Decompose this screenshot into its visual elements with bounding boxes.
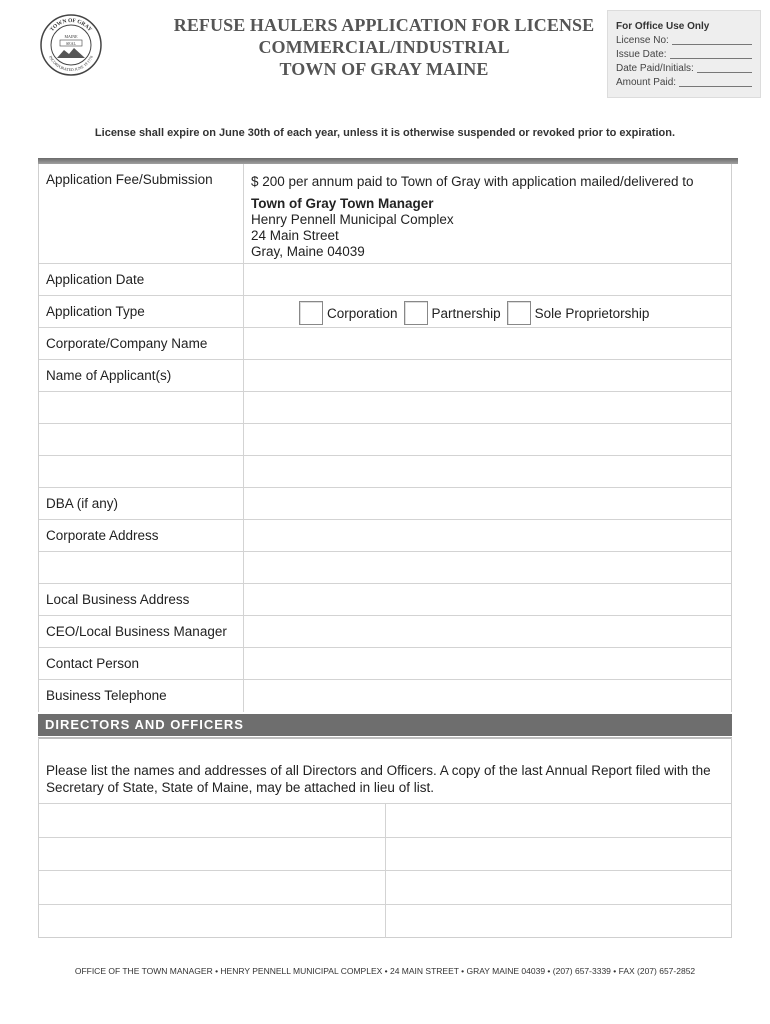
director-name-field[interactable] — [39, 838, 386, 871]
date-paid-label: Date Paid/Initials: — [616, 63, 694, 74]
directors-row — [39, 905, 731, 939]
company-name-field[interactable] — [244, 328, 731, 359]
contact-label: Contact Person — [39, 648, 244, 679]
ceo-field[interactable] — [244, 616, 731, 647]
application-type-options — [244, 296, 731, 327]
corporate-address-extra-row — [39, 552, 731, 584]
fee-text: $ 200 per annum paid to Town of Gray with application mailed/delivered to — [251, 174, 694, 189]
applicants-row — [39, 360, 731, 392]
company-name-row — [39, 328, 731, 360]
telephone-field[interactable] — [244, 680, 731, 712]
director-name-field[interactable] — [39, 871, 386, 904]
directors-row — [39, 804, 731, 838]
fee-address-line-3: Gray, Maine 04039 — [251, 244, 365, 259]
corporate-address-field[interactable] — [244, 520, 731, 551]
office-use-heading: For Office Use Only — [616, 21, 710, 32]
applicants-field[interactable] — [244, 360, 731, 391]
issue-date-field[interactable] — [670, 48, 752, 59]
application-date-row — [39, 264, 731, 296]
sole-proprietorship-label: Sole Proprietorship — [534, 305, 650, 321]
application-date-field[interactable] — [244, 264, 731, 295]
directors-row — [39, 871, 731, 905]
fee-label: Application Fee/Submission — [39, 164, 244, 263]
corporation-checkbox[interactable] — [299, 301, 323, 325]
applicants-field-3[interactable] — [244, 424, 731, 455]
director-name-field[interactable] — [39, 804, 386, 837]
application-form-table — [38, 164, 732, 712]
blank-label-cell — [39, 552, 244, 583]
applicants-label: Name of Applicant(s) — [39, 360, 244, 391]
contact-row — [39, 648, 731, 680]
telephone-label: Business Telephone — [39, 680, 244, 712]
sole-proprietorship-checkbox[interactable] — [507, 301, 531, 325]
amount-paid-label: Amount Paid: — [616, 77, 677, 88]
fee-address-name: Town of Gray Town Manager — [251, 196, 434, 211]
contact-field[interactable] — [244, 648, 731, 679]
corporate-address-field-2[interactable] — [244, 552, 731, 583]
issue-date-label: Issue Date: — [616, 49, 667, 60]
directors-section-header — [38, 714, 732, 736]
directors-instructions: Please list the names and addresses of all Directors and Officers. A copy of the last Annual Report filed with the Secretary of State, State of Maine, may be attached in lieu of list. — [39, 738, 731, 804]
svg-text:SEAL: SEAL — [66, 41, 76, 46]
application-type-label: Application Type — [39, 296, 244, 327]
form-title — [170, 14, 598, 80]
date-paid-field[interactable] — [697, 62, 752, 73]
directors-row — [39, 838, 731, 872]
application-type-row — [39, 296, 731, 328]
director-address-field[interactable] — [386, 804, 731, 837]
applicants-field-2[interactable] — [244, 392, 731, 423]
license-no-label: License No: — [616, 35, 669, 46]
fee-address-line-2: 24 Main Street — [251, 228, 339, 243]
director-address-field[interactable] — [386, 871, 731, 904]
director-name-field[interactable] — [39, 905, 386, 939]
corporate-address-row — [39, 520, 731, 552]
town-seal-logo — [40, 14, 102, 76]
amount-paid-field[interactable] — [679, 76, 752, 87]
fee-info — [244, 164, 731, 263]
svg-text:MAINE: MAINE — [64, 34, 78, 39]
directors-table — [38, 738, 732, 938]
dba-label: DBA (if any) — [39, 488, 244, 519]
footer-contact-info: OFFICE OF THE TOWN MANAGER • HENRY PENNELL MUNICIPAL COMPLEX • 24 MAIN STREET • GRAY MAINE 04039 • (207) 657-3339 • FAX (207) 657-2852 — [74, 966, 696, 976]
dba-row — [39, 488, 731, 520]
director-address-field[interactable] — [386, 838, 731, 871]
application-date-label: Application Date — [39, 264, 244, 295]
corporation-label: Corporation — [327, 305, 398, 321]
applicants-extra-row — [39, 424, 731, 456]
dba-field[interactable] — [244, 488, 731, 519]
ceo-label: CEO/Local Business Manager — [39, 616, 244, 647]
director-address-field[interactable] — [386, 905, 731, 939]
license-no-field[interactable] — [672, 34, 752, 45]
local-address-row — [39, 584, 731, 616]
blank-label-cell — [39, 456, 244, 487]
svg-text:INCORPORATED JUNE 19 1778: INCORPORATED JUNE 19 1778 — [48, 54, 94, 73]
title-line-1: REFUSE HAULERS APPLICATION FOR LICENSE — [173, 15, 595, 35]
ceo-row — [39, 616, 731, 648]
corporate-address-label: Corporate Address — [39, 520, 244, 551]
telephone-row — [39, 680, 731, 712]
applicants-field-4[interactable] — [244, 456, 731, 487]
title-line-2: COMMERCIAL/INDUSTRIAL — [258, 37, 510, 57]
applicants-extra-row — [39, 392, 731, 424]
fee-row — [39, 164, 731, 264]
blank-label-cell — [39, 392, 244, 423]
local-address-label: Local Business Address — [39, 584, 244, 615]
partnership-label: Partnership — [431, 305, 501, 321]
local-address-field[interactable] — [244, 584, 731, 615]
office-use-box — [607, 10, 761, 98]
expiration-note: License shall expire on June 30th of each year, unless it is otherwise suspended or revoked prior to expiration. — [94, 127, 676, 139]
title-line-3: TOWN OF GRAY MAINE — [279, 59, 489, 79]
svg-text:TOWN OF GRAY: TOWN OF GRAY — [49, 17, 93, 33]
applicants-extra-row — [39, 456, 731, 488]
company-name-label: Corporate/Company Name — [39, 328, 244, 359]
directors-heading: DIRECTORS AND OFFICERS — [45, 717, 244, 732]
blank-label-cell — [39, 424, 244, 455]
partnership-checkbox[interactable] — [404, 301, 428, 325]
fee-address-line-1: Henry Pennell Municipal Complex — [251, 212, 454, 227]
